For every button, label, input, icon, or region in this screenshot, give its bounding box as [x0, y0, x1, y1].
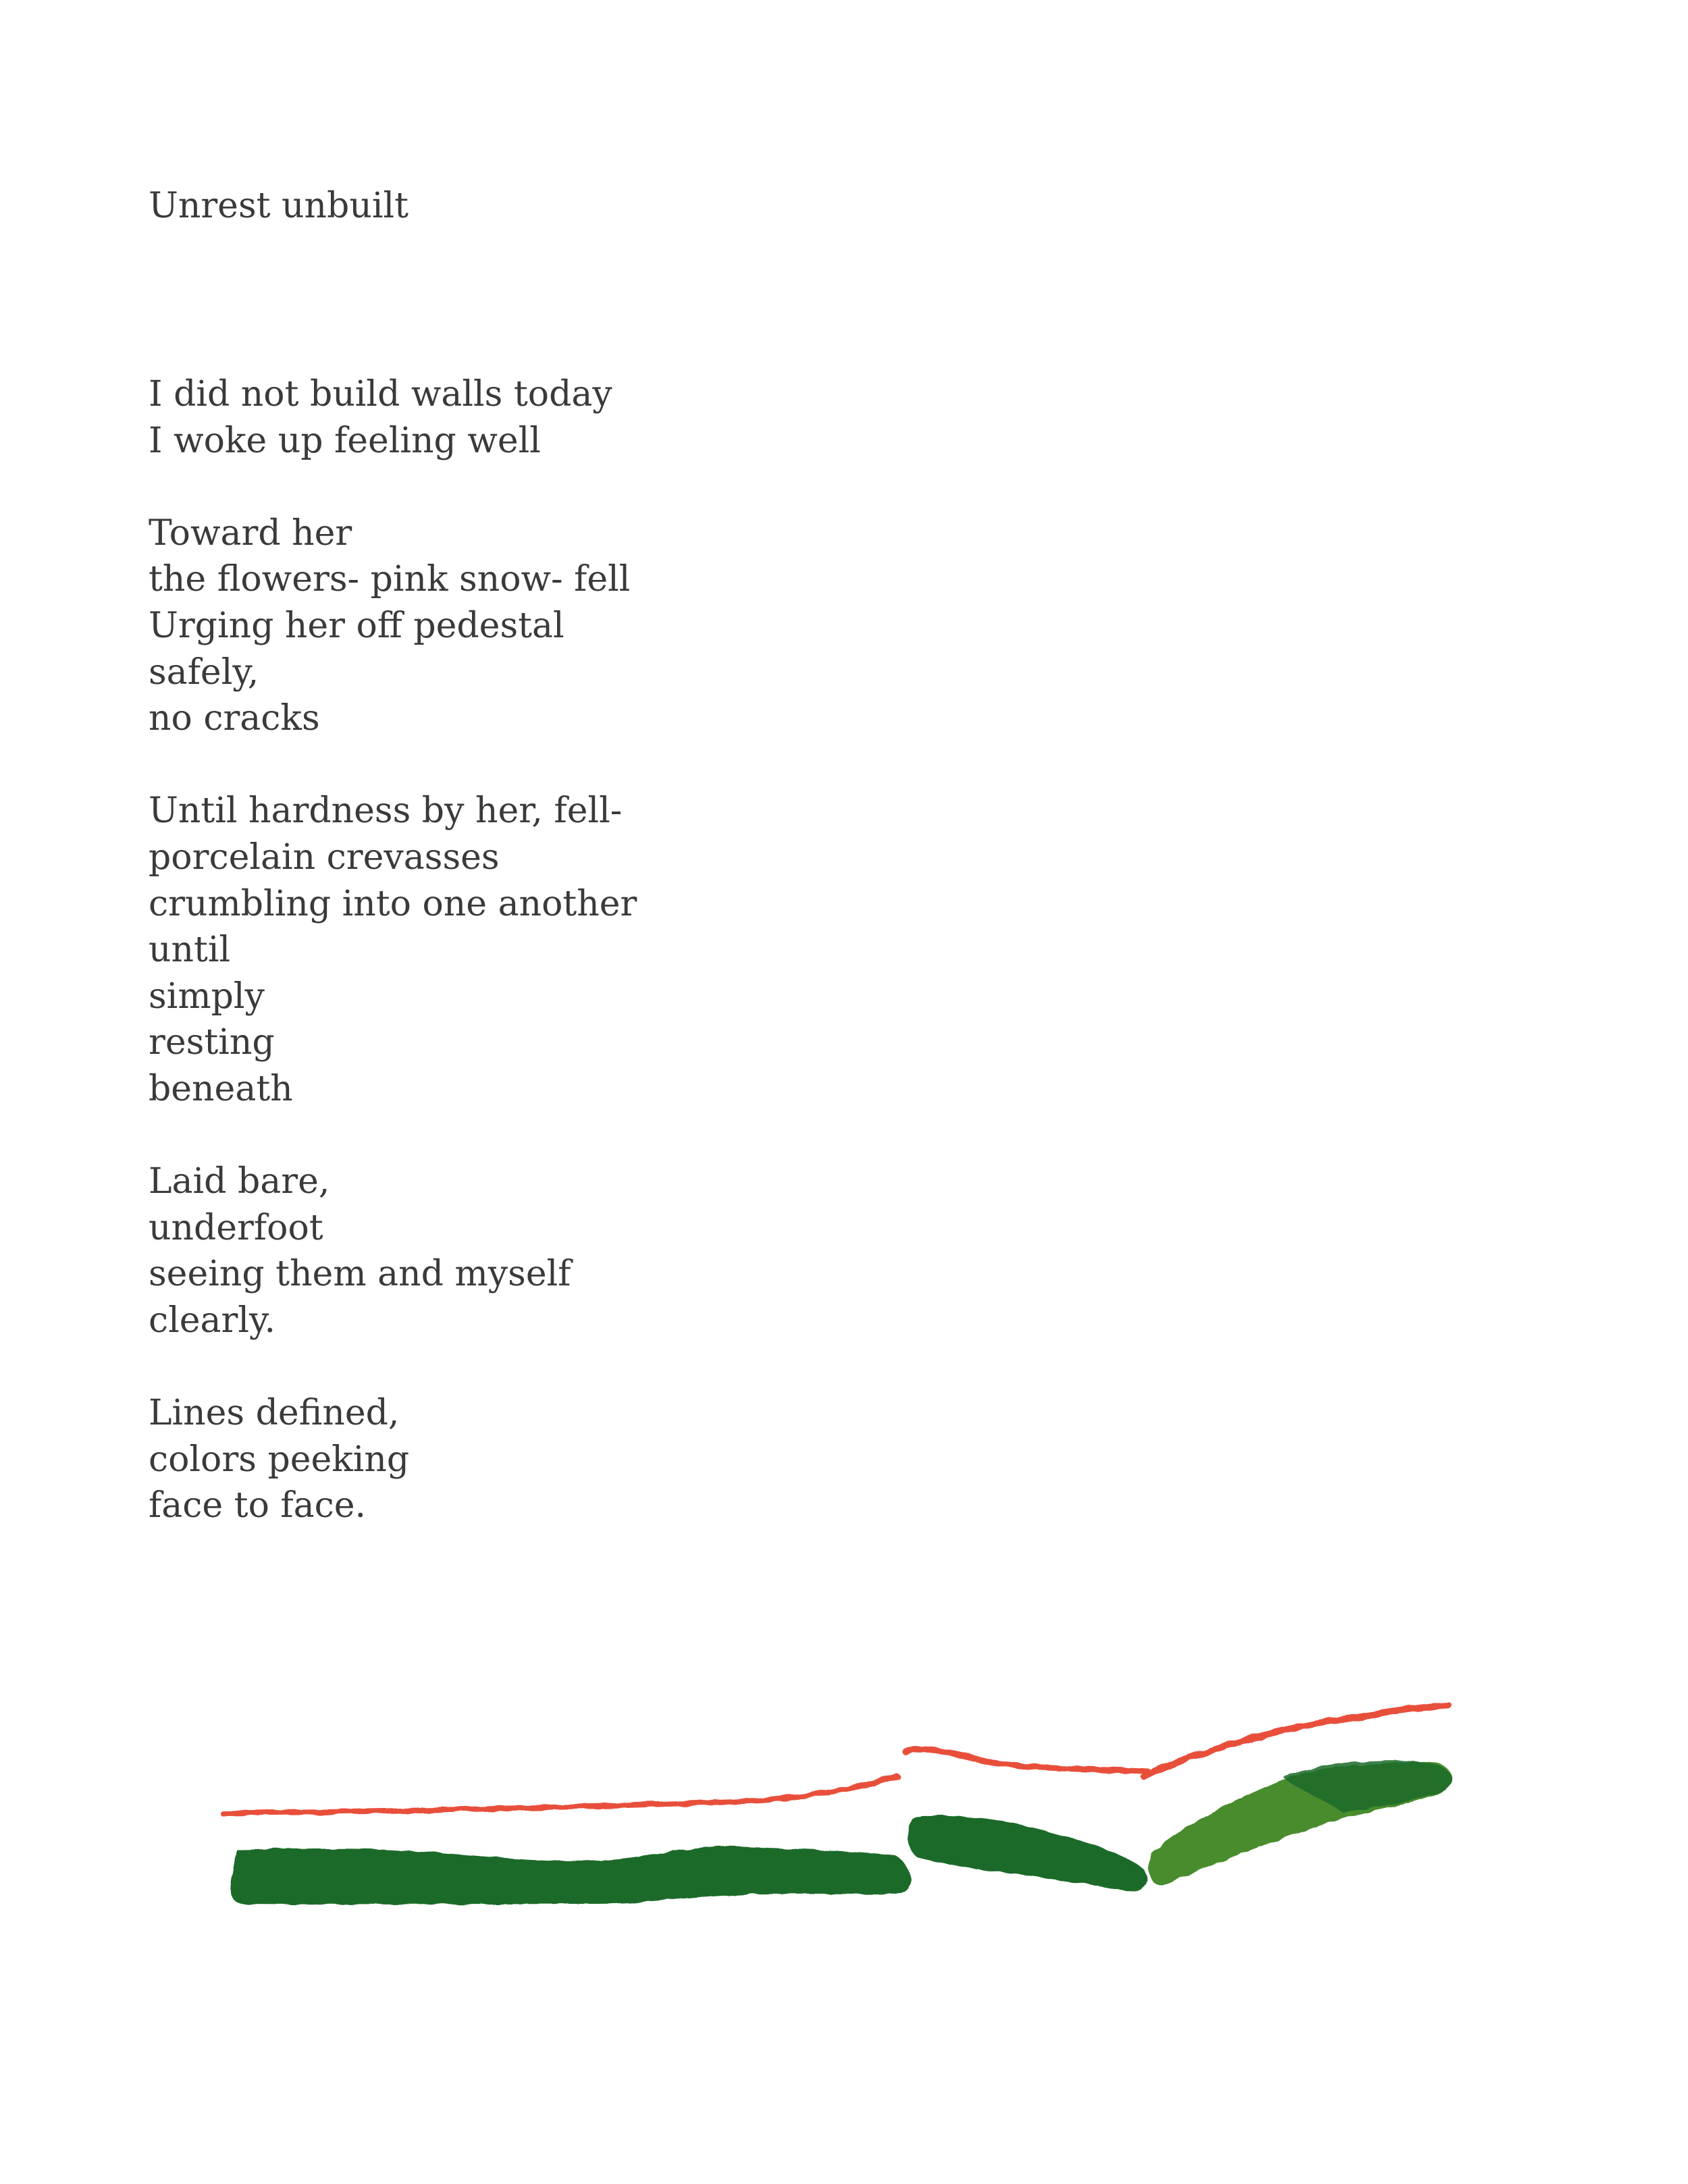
stanza: [149, 788, 637, 1112]
poem-line: the flowers- pink snow- fell: [149, 559, 631, 600]
poem-line: porcelain crevasses: [149, 836, 500, 878]
poem-line: Lines defined,: [149, 1393, 400, 1434]
green-stroke-right: [1149, 1761, 1452, 1885]
poem-line: resting: [149, 1022, 275, 1063]
stanza: [149, 510, 637, 742]
poem-line: Toward her: [149, 512, 352, 554]
poem-line: Urging her off pedestal: [149, 605, 564, 646]
poem-line: clearly.: [149, 1300, 276, 1341]
poem-line: I woke up feeling well: [149, 420, 541, 461]
poem-line: Until hardness by her, fell-: [149, 791, 623, 832]
poem-line: crumbling into one another: [149, 883, 637, 924]
poem-line: safely,: [149, 651, 259, 693]
poem-line: beneath: [149, 1068, 293, 1109]
poem-line: face to face.: [149, 1485, 367, 1526]
poem-line: colors peeking: [149, 1439, 410, 1480]
green-stroke-left: [231, 1846, 911, 1905]
poem-body: [149, 371, 637, 1575]
red-line-middle: [905, 1749, 1148, 1772]
red-line-right: [1144, 1705, 1448, 1777]
poem-line: seeing them and myself: [149, 1254, 571, 1295]
poem-line: until: [149, 930, 231, 971]
red-line-left: [223, 1776, 897, 1813]
stanza: [149, 371, 637, 464]
poem-title: Unrest unbuilt: [149, 186, 408, 226]
green-stroke-middle: [907, 1815, 1146, 1892]
poem-line: underfoot: [149, 1207, 323, 1248]
poem-line: simply: [149, 976, 265, 1017]
stanza: [149, 1390, 637, 1529]
poem-line: no cracks: [149, 698, 320, 739]
poem-line: I did not build walls today: [149, 374, 612, 415]
green-stroke-right-shadow: [1283, 1761, 1452, 1813]
poem-line: Laid bare,: [149, 1161, 330, 1202]
stanza: [149, 1158, 637, 1343]
